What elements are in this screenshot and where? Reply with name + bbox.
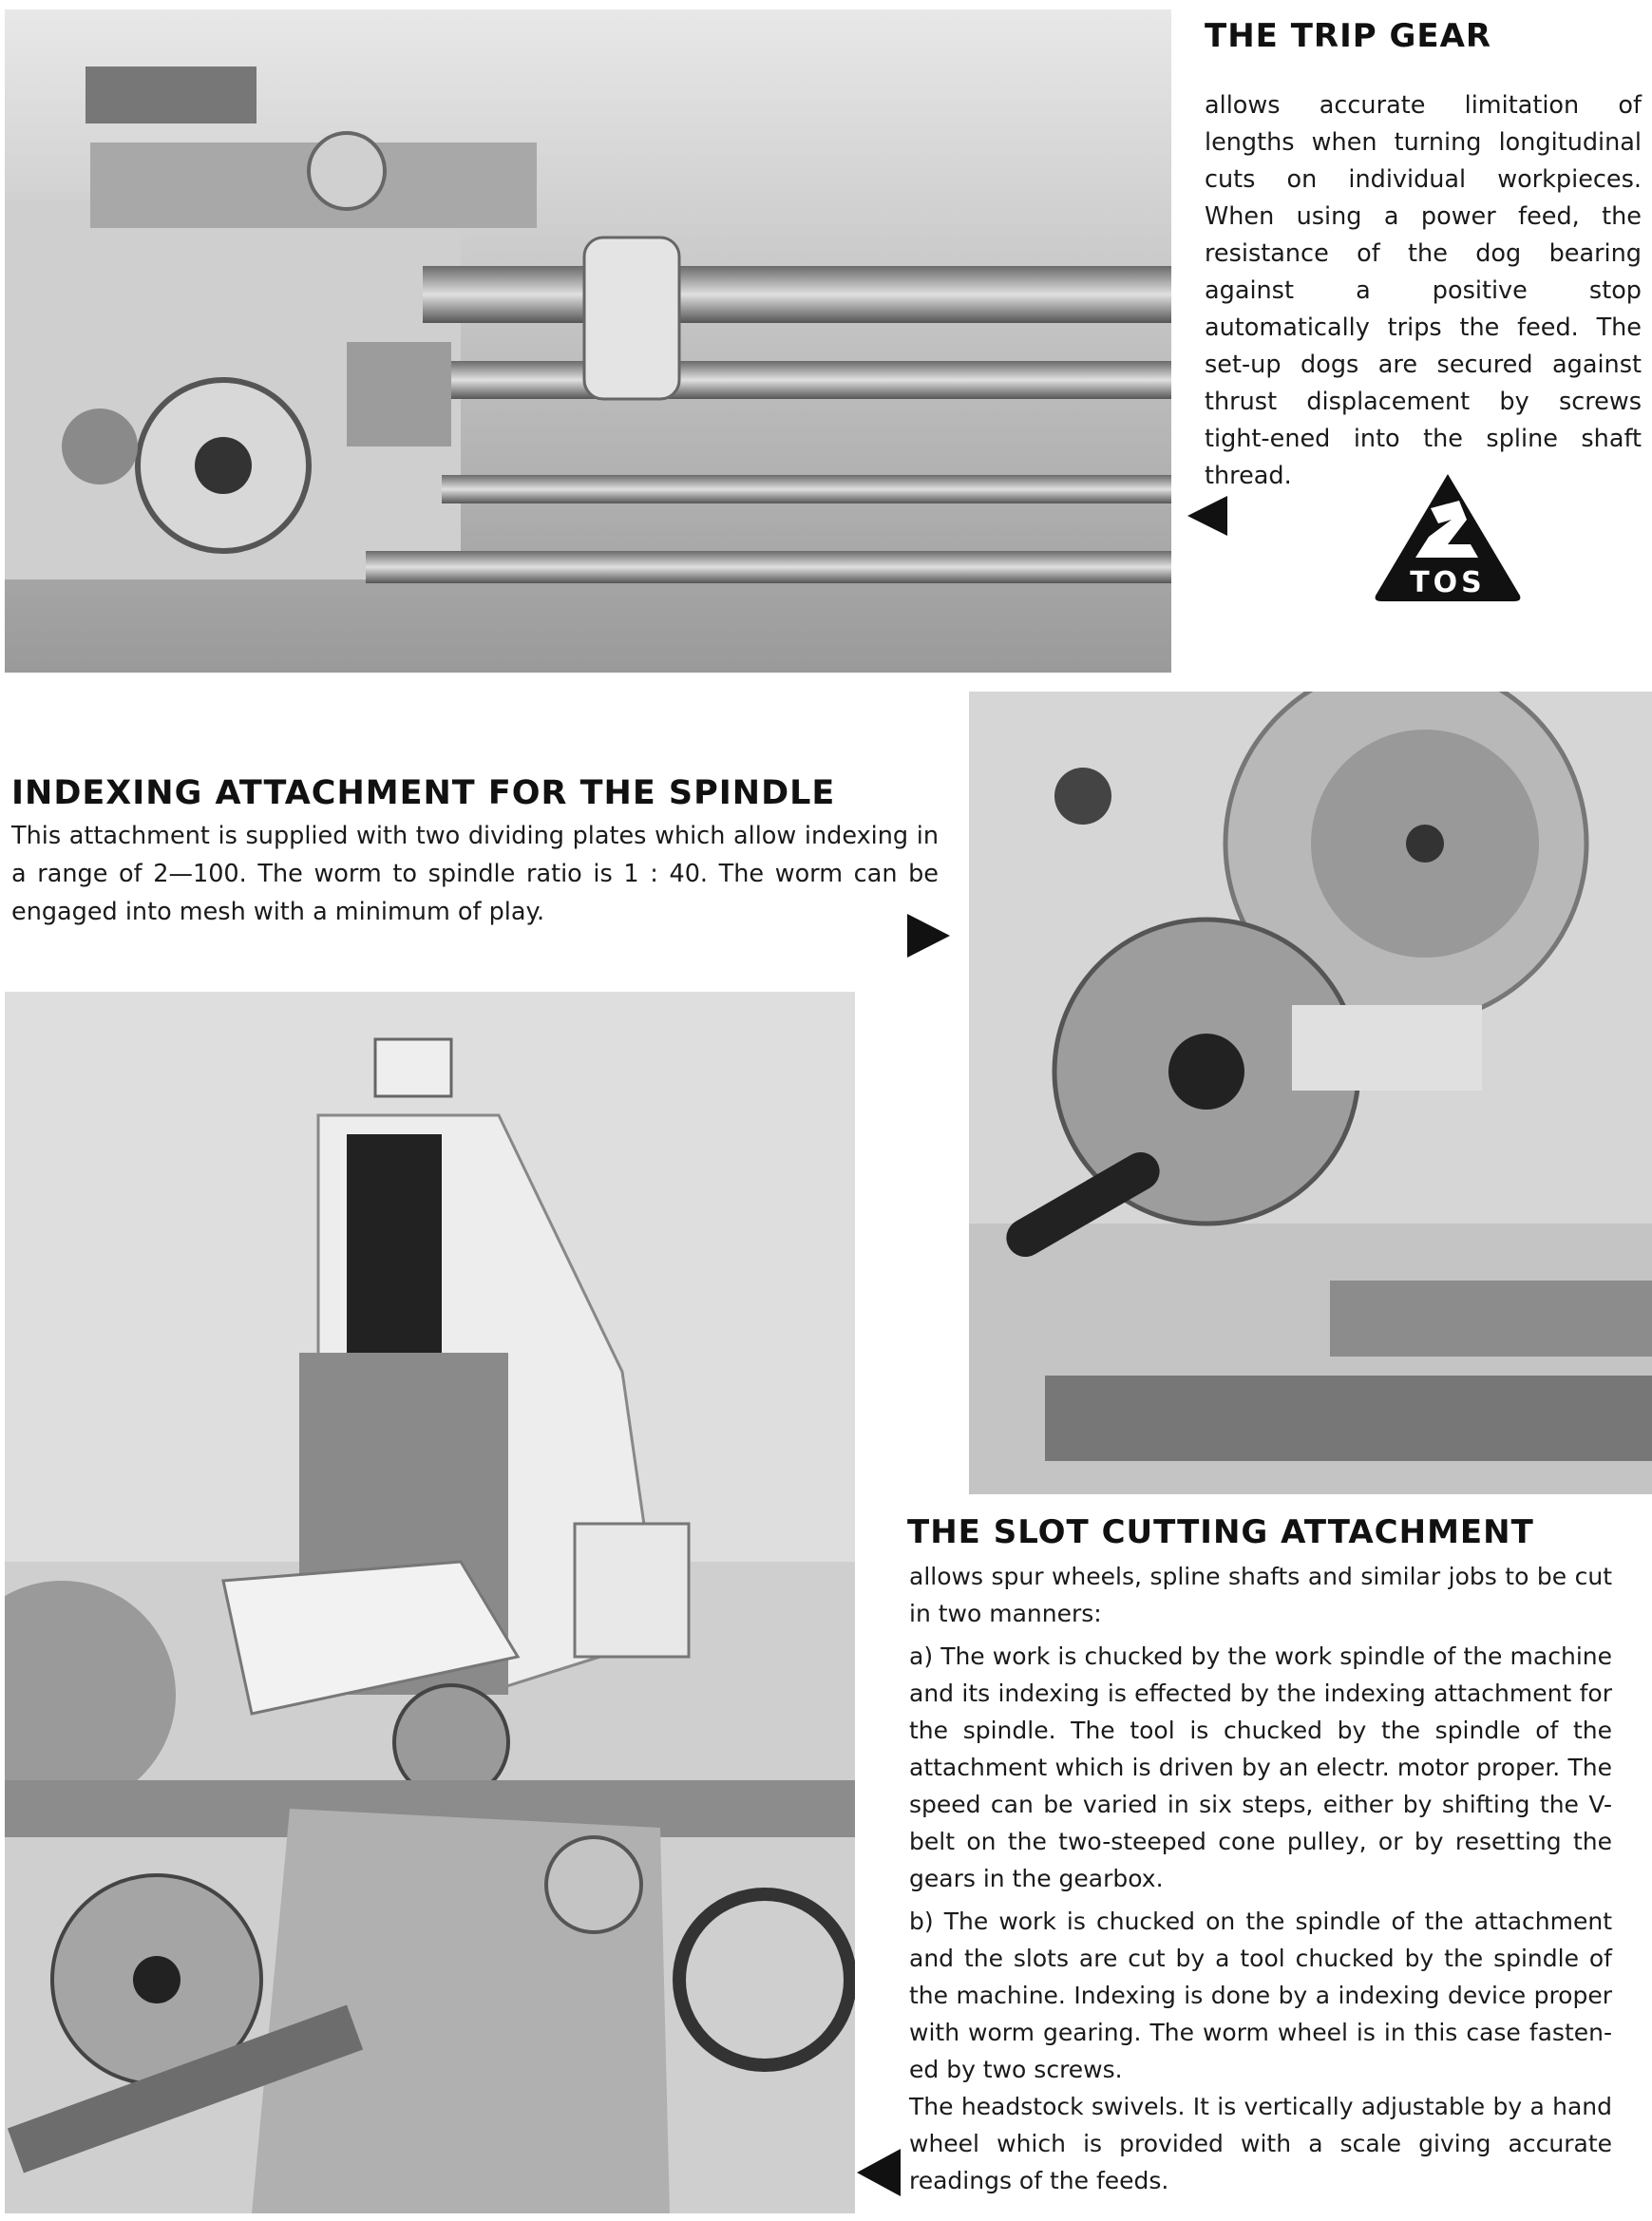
- indexing-attachment-photo: [969, 692, 1652, 1494]
- svg-text:TOS: TOS: [1410, 566, 1486, 599]
- slot-cutting-body: [909, 1558, 1612, 2205]
- arrow-left-icon: [857, 2149, 901, 2196]
- tos-logo: [1372, 470, 1524, 603]
- trip-gear-body: allows accurate limitation of lengths when turning longitudinal cuts on individual workpieces. When using a power feed, the resistance of the dog bearing against a positive stop automatically trips the feed. The set-up dogs are secured against thrust displacement by screws tight-ened into the spline shaft thread.: [1205, 91, 1642, 490]
- slot-cutting-headstock: The headstock swivels. It is vertically adjustable by a hand wheel which is provided with a scale giving accurate readings of the feeds.: [909, 2093, 1612, 2194]
- arrow-left-icon: [1187, 496, 1227, 536]
- indexing-title: INDEXING ATTACHMENT FOR THE SPINDLE: [11, 774, 836, 812]
- trip-gear-photo: [5, 9, 1171, 673]
- arrow-right-icon: [907, 914, 950, 958]
- slot-cutting-method-b: b) The work is chucked on the spindle of the attachment and the slots are cut by a tool chucked by the spindle of the machine. Indexing is done by a indexing device proper with worm gearing. The worm wheel is in this case fasten-ed by two screws.: [909, 1908, 1612, 2083]
- slot-cutting-intro: allows spur wheels, spline shafts and similar jobs to be cut in two manners:: [909, 1563, 1612, 1627]
- trip-gear-title: THE TRIP GEAR: [1205, 17, 1492, 55]
- indexing-body: This attachment is supplied with two dividing plates which allow indexing in a range of 2—100. The worm to spindle ratio is 1 : 40. The worm can be engaged into mesh with a minimum of play.: [11, 822, 939, 926]
- slot-cutting-photo: [5, 992, 855, 2213]
- slot-cutting-method-a: a) The work is chucked by the work spindle of the machine and its indexing is effected by the indexing attachment for the spindle. The tool is chucked by the spindle of the attachment which is driven by an electr. motor proper. The speed can be varied in six steps, either by shifting the V-belt on the two-steeped cone pulley, or by resetting the gears in the gearbox.: [909, 1642, 1612, 1892]
- slot-cutting-title: THE SLOT CUTTING ATTACHMENT: [907, 1513, 1534, 1551]
